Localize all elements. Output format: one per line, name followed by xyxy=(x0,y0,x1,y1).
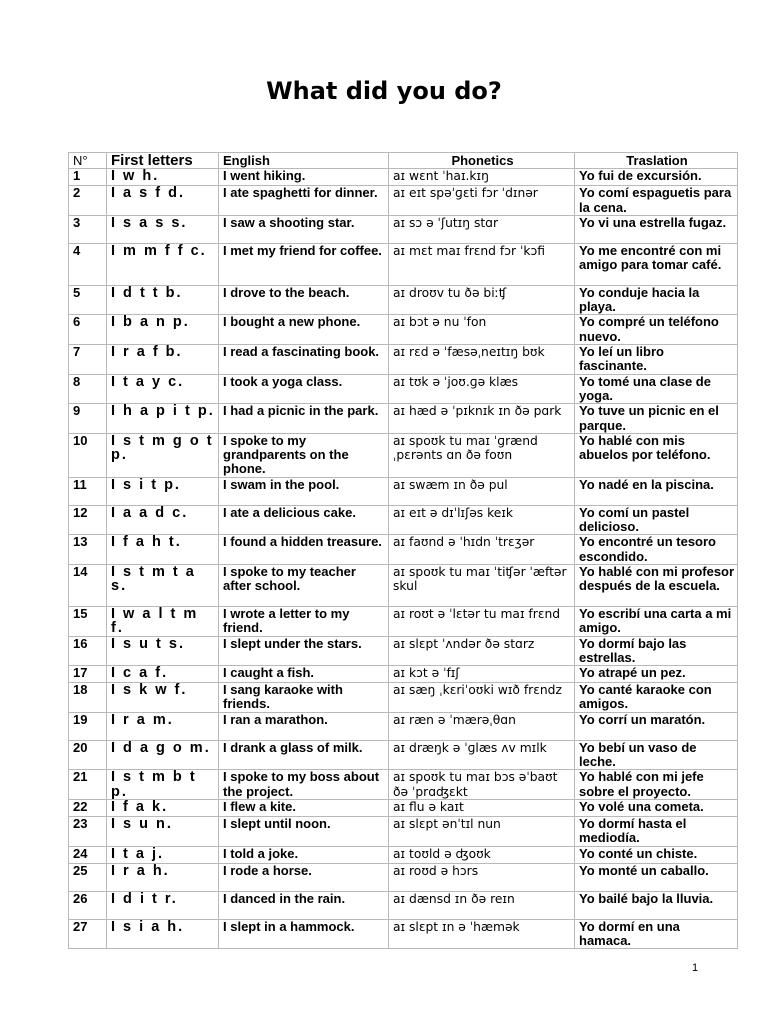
row-phonetics: aɪ spoʊk tu maɪ ˈtiʧər ˈæftər skul xyxy=(389,564,575,606)
row-english: I found a hidden treasure. xyxy=(219,535,389,565)
row-phonetics: aɪ spoʊk tu maɪ bɔs əˈbaʊt ðə ˈprɑʤɛkt xyxy=(389,770,575,800)
row-english: I spoke to my boss about the project. xyxy=(219,770,389,800)
row-phonetics: aɪ roʊt ə ˈlɛtər tu maɪ frɛnd xyxy=(389,606,575,636)
row-phonetics: aɪ eɪt spəˈɡɛti fɔr ˈdɪnər xyxy=(389,186,575,216)
row-translation: Yo bailé bajo la lluvia. xyxy=(575,891,738,919)
row-first-letters: I r a m. xyxy=(107,712,219,740)
row-english: I wrote a letter to my friend. xyxy=(219,606,389,636)
row-first-letters: I c a f. xyxy=(107,666,219,683)
row-number: 2 xyxy=(69,186,107,216)
table-row xyxy=(69,770,738,800)
row-translation: Yo leí un libro fascinante. xyxy=(575,345,738,375)
header-translation: Traslation xyxy=(575,153,738,169)
row-first-letters: I b a n p. xyxy=(107,315,219,345)
row-number: 6 xyxy=(69,315,107,345)
row-translation: Yo comí un pastel delicioso. xyxy=(575,505,738,535)
row-first-letters: I r a h. xyxy=(107,863,219,891)
row-translation: Yo corrí un maratón. xyxy=(575,712,738,740)
row-phonetics: aɪ hæd ə ˈpɪknɪk ɪn ðə pɑrk xyxy=(389,404,575,434)
table-row xyxy=(69,863,738,891)
row-first-letters: I s u t s. xyxy=(107,636,219,666)
row-translation: Yo volé una cometa. xyxy=(575,799,738,816)
table-row xyxy=(69,477,738,505)
header-first-letters: First letters xyxy=(107,153,219,169)
row-translation: Yo conté un chiste. xyxy=(575,846,738,863)
row-number: 19 xyxy=(69,712,107,740)
row-phonetics: aɪ slɛpt ənˈtɪl nun xyxy=(389,816,575,846)
row-english: I spoke to my grandparents on the phone. xyxy=(219,433,389,477)
row-number: 26 xyxy=(69,891,107,919)
row-phonetics: aɪ mɛt maɪ frɛnd fɔr ˈkɔfi xyxy=(389,243,575,285)
row-number: 11 xyxy=(69,477,107,505)
row-phonetics: aɪ ræn ə ˈmærəˌθɑn xyxy=(389,712,575,740)
vocabulary-table xyxy=(68,152,738,949)
row-phonetics: aɪ slɛpt ɪn ə ˈhæmək xyxy=(389,919,575,949)
row-first-letters: I s k w f. xyxy=(107,683,219,713)
table-row xyxy=(69,919,738,949)
row-number: 3 xyxy=(69,215,107,243)
row-english: I met my friend for coffee. xyxy=(219,243,389,285)
table-row xyxy=(69,799,738,816)
row-translation: Yo comí espaguetis para la cena. xyxy=(575,186,738,216)
row-number: 15 xyxy=(69,606,107,636)
row-phonetics: aɪ dænsd ɪn ðə reɪn xyxy=(389,891,575,919)
row-translation: Yo escribí una carta a mi amigo. xyxy=(575,606,738,636)
row-phonetics: aɪ rɛd ə ˈfæsəˌneɪtɪŋ bʊk xyxy=(389,345,575,375)
row-first-letters: I d i t r. xyxy=(107,891,219,919)
row-number: 10 xyxy=(69,433,107,477)
row-translation: Yo atrapé un pez. xyxy=(575,666,738,683)
row-translation: Yo me encontré con mi amigo para tomar café. xyxy=(575,243,738,285)
row-phonetics: aɪ faʊnd ə ˈhɪdn ˈtrɛʒər xyxy=(389,535,575,565)
row-phonetics: aɪ kɔt ə ˈfɪʃ xyxy=(389,666,575,683)
row-phonetics: aɪ wɛnt ˈhaɪ.kɪŋ xyxy=(389,169,575,186)
row-english: I caught a fish. xyxy=(219,666,389,683)
table-row xyxy=(69,636,738,666)
row-phonetics: aɪ sɔ ə ˈʃutɪŋ stɑr xyxy=(389,215,575,243)
row-translation: Yo hablé con mi jefe sobre el proyecto. xyxy=(575,770,738,800)
row-english: I went hiking. xyxy=(219,169,389,186)
row-number: 9 xyxy=(69,404,107,434)
row-phonetics: aɪ dræŋk ə ˈɡlæs ʌv mɪlk xyxy=(389,740,575,770)
row-first-letters: I f a k. xyxy=(107,799,219,816)
row-translation: Yo dormí bajo las estrellas. xyxy=(575,636,738,666)
table-row xyxy=(69,666,738,683)
row-translation: Yo fui de excursión. xyxy=(575,169,738,186)
row-english: I had a picnic in the park. xyxy=(219,404,389,434)
table-row xyxy=(69,433,738,477)
row-first-letters: I d t t b. xyxy=(107,285,219,315)
table-row xyxy=(69,404,738,434)
row-first-letters: I s t m b t p. xyxy=(107,770,219,800)
row-phonetics: aɪ roʊd ə hɔrs xyxy=(389,863,575,891)
row-english: I rode a horse. xyxy=(219,863,389,891)
row-translation: Yo encontré un tesoro escondido. xyxy=(575,535,738,565)
row-translation: Yo nadé en la piscina. xyxy=(575,477,738,505)
row-english: I took a yoga class. xyxy=(219,374,389,404)
row-english: I danced in the rain. xyxy=(219,891,389,919)
row-number: 8 xyxy=(69,374,107,404)
row-translation: Yo tomé una clase de yoga. xyxy=(575,374,738,404)
table-row xyxy=(69,891,738,919)
row-first-letters: I s t m g o t p. xyxy=(107,433,219,477)
row-first-letters: I h a p i t p. xyxy=(107,404,219,434)
table-row xyxy=(69,345,738,375)
row-english: I slept until noon. xyxy=(219,816,389,846)
row-first-letters: I s u n. xyxy=(107,816,219,846)
row-number: 13 xyxy=(69,535,107,565)
row-first-letters: I r a f b. xyxy=(107,345,219,375)
row-first-letters: I t a y c. xyxy=(107,374,219,404)
row-number: 20 xyxy=(69,740,107,770)
row-english: I ran a marathon. xyxy=(219,712,389,740)
row-english: I drank a glass of milk. xyxy=(219,740,389,770)
row-phonetics: aɪ flu ə kaɪt xyxy=(389,799,575,816)
row-phonetics: aɪ tʊk ə ˈjoʊ.ɡə klæs xyxy=(389,374,575,404)
row-english: I slept under the stars. xyxy=(219,636,389,666)
row-first-letters: I m m f f c. xyxy=(107,243,219,285)
row-number: 14 xyxy=(69,564,107,606)
row-translation: Yo canté karaoke con amigos. xyxy=(575,683,738,713)
row-english: I ate a delicious cake. xyxy=(219,505,389,535)
table-row xyxy=(69,315,738,345)
row-phonetics: aɪ bɔt ə nu ˈfon xyxy=(389,315,575,345)
row-number: 23 xyxy=(69,816,107,846)
row-phonetics: aɪ swæm ɪn ðə pul xyxy=(389,477,575,505)
row-first-letters: I w h. xyxy=(107,169,219,186)
row-english: I bought a new phone. xyxy=(219,315,389,345)
page-title: What did you do? xyxy=(266,77,502,105)
table-row xyxy=(69,243,738,285)
row-phonetics: aɪ toʊld ə ʤoʊk xyxy=(389,846,575,863)
row-translation: Yo hablé con mi profesor después de la escuela. xyxy=(575,564,738,606)
row-number: 27 xyxy=(69,919,107,949)
row-first-letters: I a a d c. xyxy=(107,505,219,535)
row-number: 25 xyxy=(69,863,107,891)
row-phonetics: aɪ eɪt ə dɪˈlɪʃəs keɪk xyxy=(389,505,575,535)
row-phonetics: aɪ spoʊk tu maɪ ˈɡrændˌpɛrənts ɑn ðə foʊn xyxy=(389,433,575,477)
table-row xyxy=(69,606,738,636)
row-english: I slept in a hammock. xyxy=(219,919,389,949)
row-number: 18 xyxy=(69,683,107,713)
table-row xyxy=(69,285,738,315)
table-row xyxy=(69,186,738,216)
row-english: I sang karaoke with friends. xyxy=(219,683,389,713)
row-english: I spoke to my teacher after school. xyxy=(219,564,389,606)
row-translation: Yo monté un caballo. xyxy=(575,863,738,891)
row-number: 5 xyxy=(69,285,107,315)
row-translation: Yo dormí hasta el mediodía. xyxy=(575,816,738,846)
table-row xyxy=(69,740,738,770)
table-header-row xyxy=(69,153,738,169)
row-translation: Yo conduje hacia la playa. xyxy=(575,285,738,315)
table-row xyxy=(69,816,738,846)
row-translation: Yo hablé con mis abuelos por teléfono. xyxy=(575,433,738,477)
table-row xyxy=(69,505,738,535)
row-english: I read a fascinating book. xyxy=(219,345,389,375)
row-first-letters: I s t m t a s. xyxy=(107,564,219,606)
row-number: 17 xyxy=(69,666,107,683)
table-row xyxy=(69,564,738,606)
row-number: 1 xyxy=(69,169,107,186)
row-first-letters: I d a g o m. xyxy=(107,740,219,770)
row-number: 24 xyxy=(69,846,107,863)
header-number: N° xyxy=(69,153,107,169)
row-first-letters: I w a l t m f. xyxy=(107,606,219,636)
row-number: 16 xyxy=(69,636,107,666)
row-number: 12 xyxy=(69,505,107,535)
row-number: 22 xyxy=(69,799,107,816)
row-first-letters: I s a s s. xyxy=(107,215,219,243)
row-first-letters: I a s f d. xyxy=(107,186,219,216)
table-row xyxy=(69,169,738,186)
table-row xyxy=(69,535,738,565)
table-row xyxy=(69,712,738,740)
row-translation: Yo compré un teléfono nuevo. xyxy=(575,315,738,345)
row-translation: Yo tuve un picnic en el parque. xyxy=(575,404,738,434)
row-number: 21 xyxy=(69,770,107,800)
row-phonetics: aɪ slɛpt ˈʌndər ðə stɑrz xyxy=(389,636,575,666)
table-row xyxy=(69,215,738,243)
page-number: 1 xyxy=(692,962,699,974)
row-english: I ate spaghetti for dinner. xyxy=(219,186,389,216)
row-translation: Yo bebí un vaso de leche. xyxy=(575,740,738,770)
table-row xyxy=(69,846,738,863)
table-row xyxy=(69,683,738,713)
row-english: I saw a shooting star. xyxy=(219,215,389,243)
row-first-letters: I s i t p. xyxy=(107,477,219,505)
row-english: I swam in the pool. xyxy=(219,477,389,505)
row-english: I told a joke. xyxy=(219,846,389,863)
row-phonetics: aɪ droʊv tu ðə biːʧ xyxy=(389,285,575,315)
row-first-letters: I s i a h. xyxy=(107,919,219,949)
row-translation: Yo vi una estrella fugaz. xyxy=(575,215,738,243)
row-translation: Yo dormí en una hamaca. xyxy=(575,919,738,949)
row-english: I flew a kite. xyxy=(219,799,389,816)
row-first-letters: I t a j. xyxy=(107,846,219,863)
header-english: English xyxy=(219,153,389,169)
row-phonetics: aɪ sæŋ ˌkɛriˈoʊki wɪð frɛndz xyxy=(389,683,575,713)
row-number: 7 xyxy=(69,345,107,375)
row-number: 4 xyxy=(69,243,107,285)
header-phonetics: Phonetics xyxy=(389,153,575,169)
row-english: I drove to the beach. xyxy=(219,285,389,315)
row-first-letters: I f a h t. xyxy=(107,535,219,565)
table-row xyxy=(69,374,738,404)
table-body xyxy=(69,169,738,949)
